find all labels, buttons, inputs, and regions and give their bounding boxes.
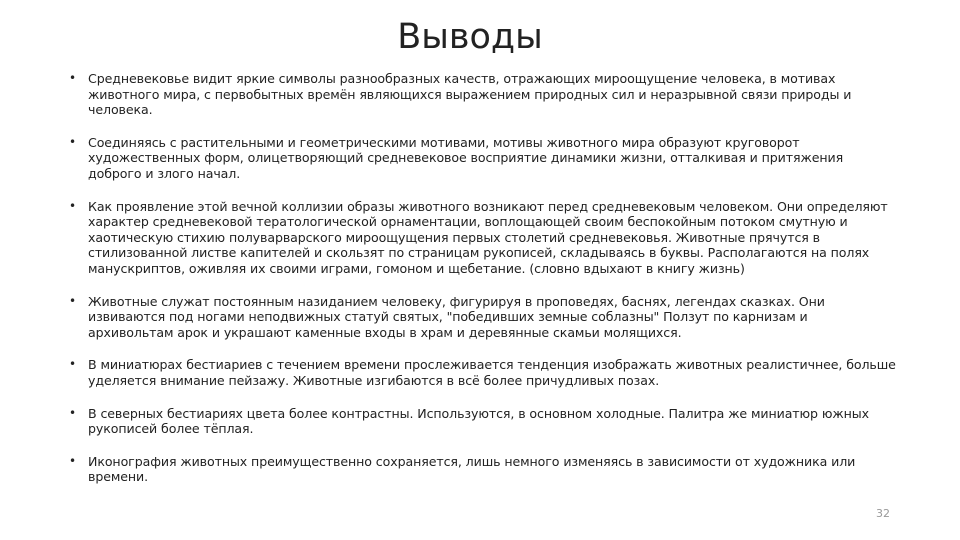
bullet-text: В миниатюрах бестиариев с течением времени прослеживается тенденция изображать животных реалистичнее, больше уделяется внимание пейзажу. Животные изгибаются в всё более причудливых позах. (88, 357, 896, 388)
bullet-marker: • (69, 71, 76, 85)
bullet-text: Как проявление этой вечной коллизии образы животного возникают перед средневековым человеком. Они определяют характер средневековой тератологической орнаментации, воплощающей своим беспокойным потоком смутную и хаотическую стихию полуварварского мироощущения первых столетий средневековья. Животные прячутся в стилизованной листве капителей и скользят по страницам рукописей, складываясь в буквы. Располагаются на полях манускриптов, оживляя их своими играми, гомоном и щебетание. (словно вдыхают в книгу жизнь) (88, 198, 888, 276)
bullet-marker: • (69, 357, 76, 372)
bullet-item (68, 135, 896, 182)
bullet-item (68, 406, 896, 437)
bullet-text: Средневековье видит яркие символы разнообразных качеств, отражающих мироощущение человека, в мотивах животного мира, с первобытных времён являющихся выражением природных сил и неразрывной связи природы и человека. (88, 71, 852, 118)
bullet-item (68, 294, 896, 341)
bullet-marker: • (69, 134, 76, 149)
bullet-item (68, 71, 896, 118)
bullet-marker: • (69, 405, 76, 420)
bullet-marker: • (69, 198, 76, 213)
bullet-item (68, 357, 896, 388)
bullet-list (68, 71, 896, 502)
bullet-text: Иконография животных преимущественно сохраняется, лишь немного изменяясь в зависимости от художника или времени. (88, 453, 856, 485)
bullet-item (68, 199, 896, 277)
slide-title: Выводы (397, 17, 543, 57)
bullet-item (68, 454, 896, 485)
bullet-marker: • (69, 293, 76, 308)
bullet-text: Животные служат постоянным назиданием человеку, фигурируя в проповедях, баснях, легендах сказках. Они извиваются под ногами неподвижных статуй святых, "победивших земные соблазны" Ползут по карнизам и архивольтам арок и украшают каменные входы в храм и деревянные скамьи молящихся. (88, 293, 825, 340)
bullet-marker: • (69, 453, 76, 468)
bullet-text: Соединяясь с растительными и геометрическими мотивами, мотивы животного мира образуют круговорот художественных форм, олицетворяющий средневековое восприятие динамики жизни, отталкивая и притяжения доброго и злого начал. (88, 134, 844, 181)
page-number: 32 (876, 507, 890, 520)
bullet-text: В северных бестиариях цвета более контрастны. Используются, в основном холодные. Палитра же миниатюр южных рукописей более тёплая. (88, 405, 869, 437)
